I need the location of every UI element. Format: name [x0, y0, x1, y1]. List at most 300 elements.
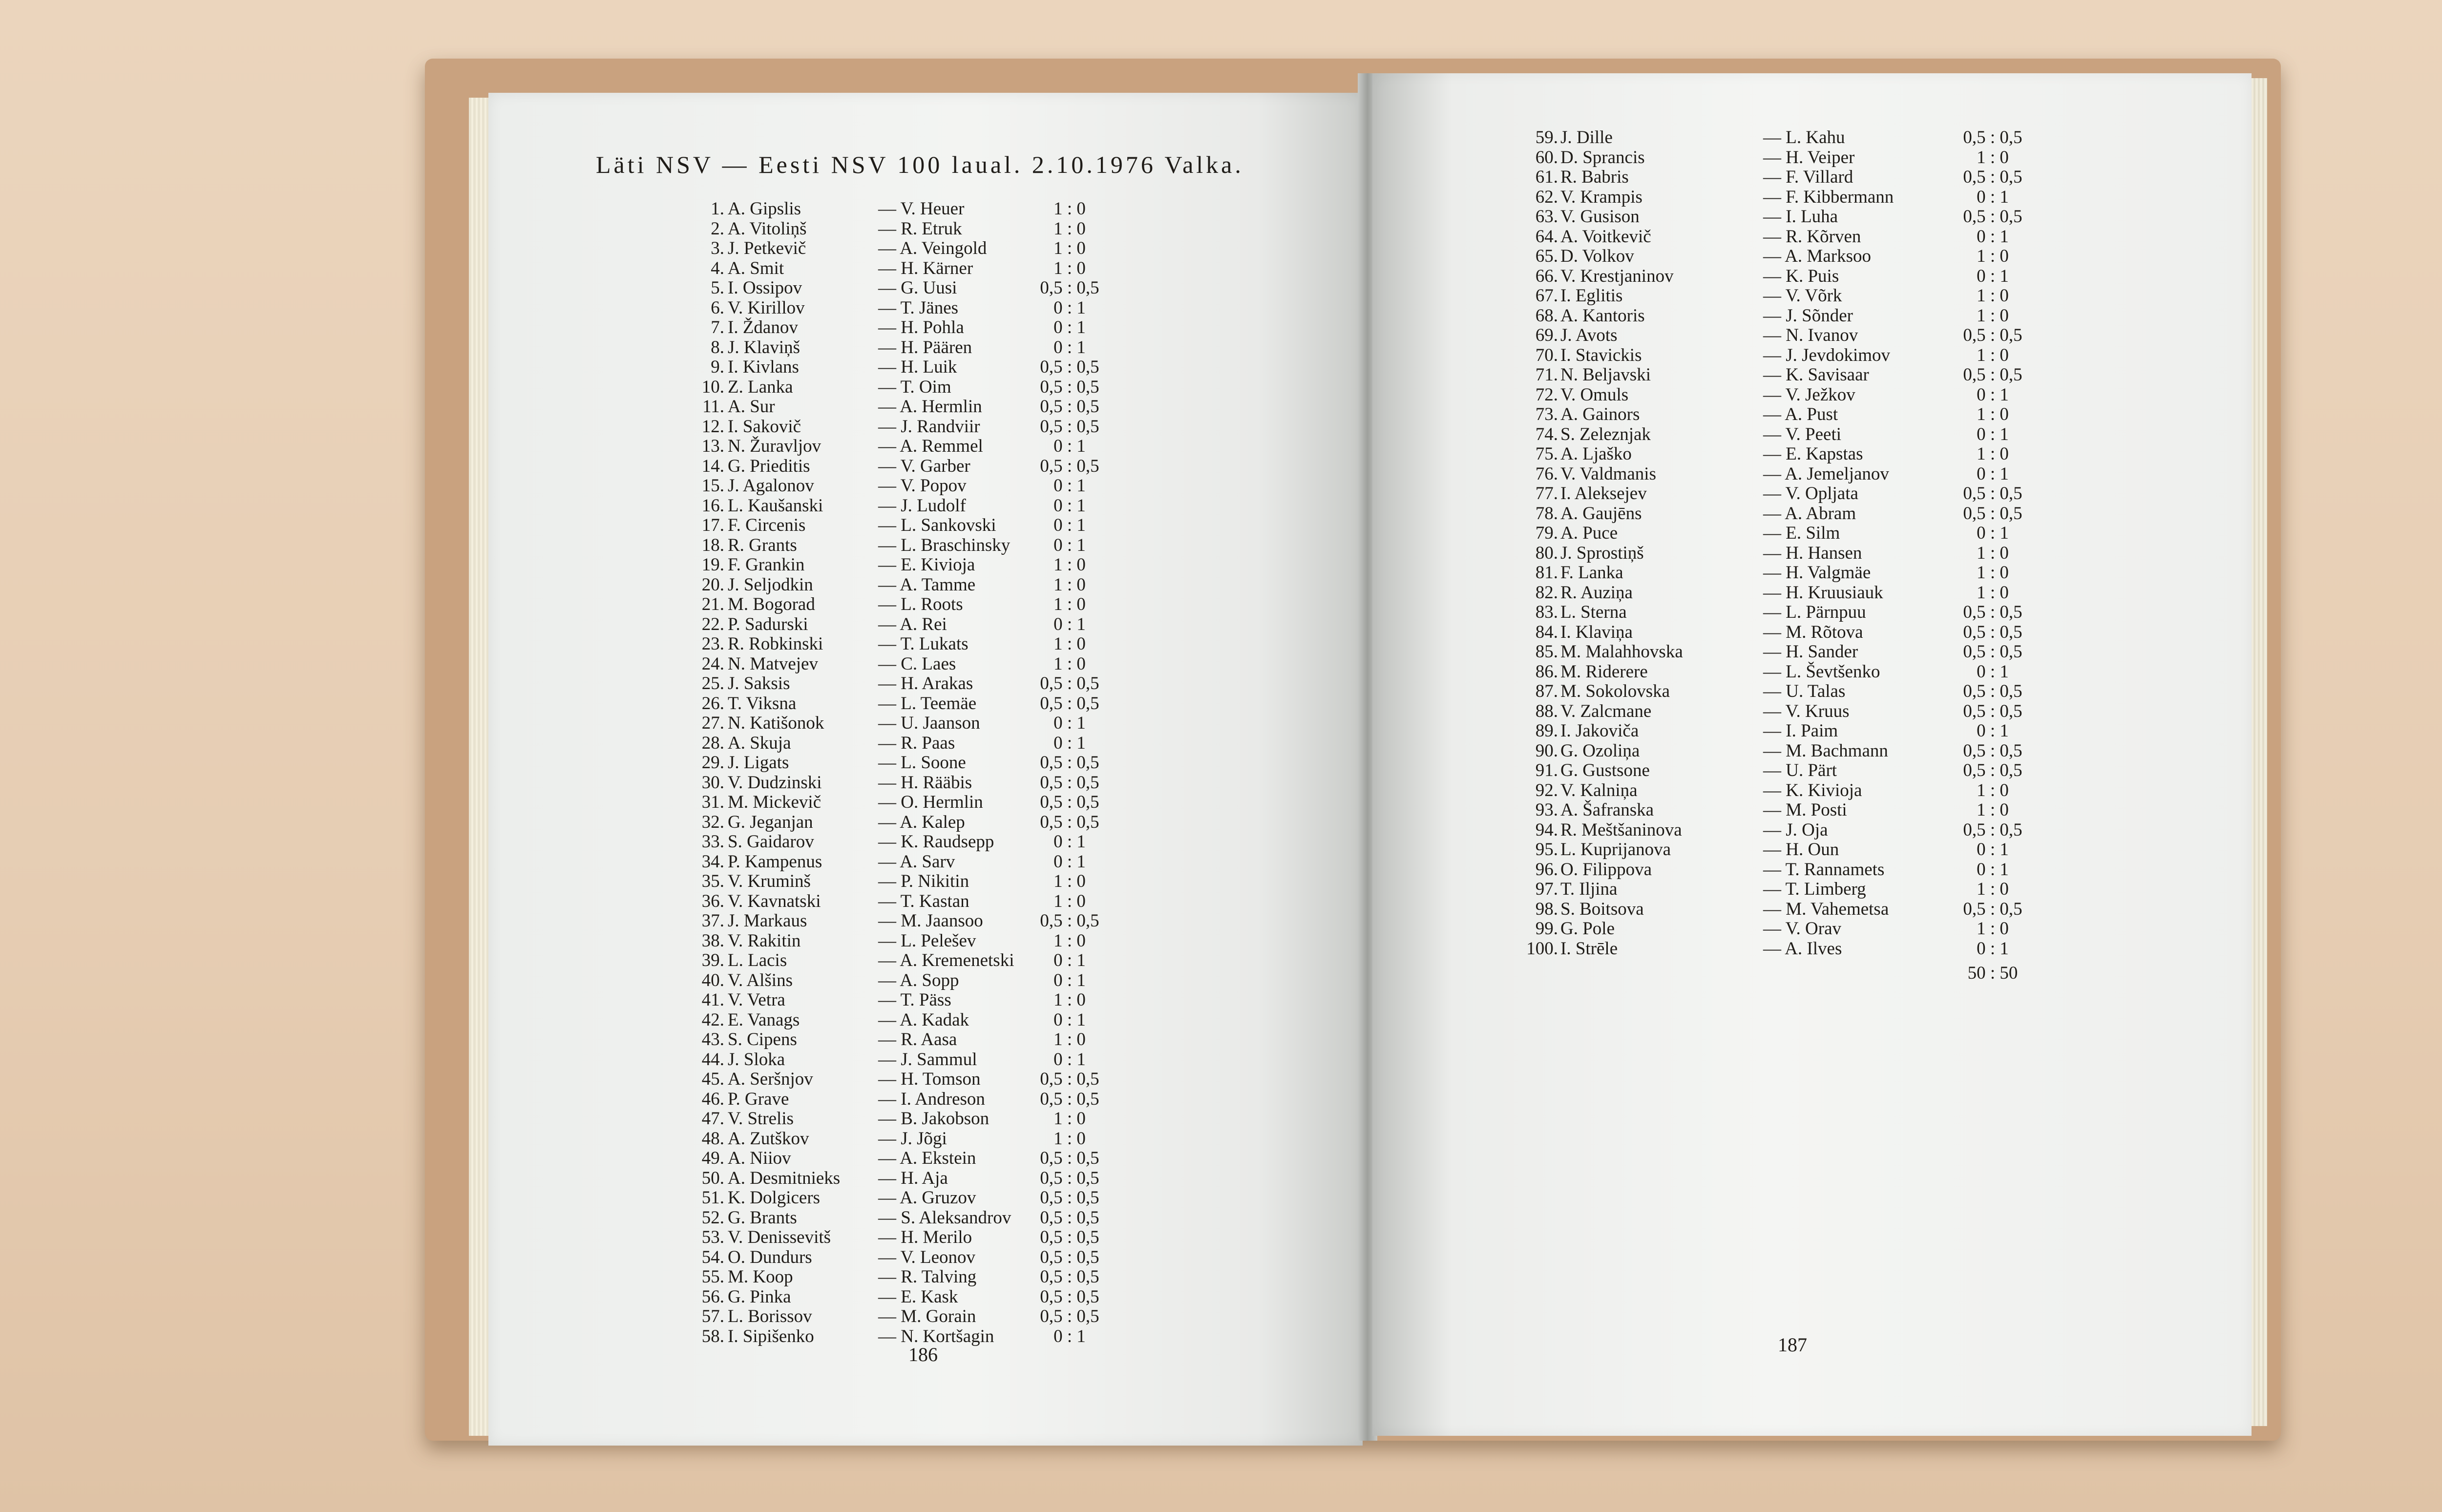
latvian-player: J. Sprostiņš [1560, 543, 1644, 563]
estonian-player: — A. Tamme [878, 574, 976, 595]
game-row [488, 1188, 1363, 1208]
latvian-player: I. Sakovič [728, 416, 801, 437]
game-result: 0 : 1 [1053, 436, 1086, 456]
latvian-player: M. Sokolovska [1560, 681, 1670, 701]
game-row [488, 1090, 1363, 1110]
game-result: 0,5 : 0,5 [1040, 1306, 1099, 1326]
board-number: 89. [1535, 721, 1558, 741]
board-number: 90. [1535, 740, 1558, 761]
board-number: 70. [1535, 345, 1558, 365]
estonian-player: — A. Abram [1763, 503, 1856, 524]
estonian-player: — A. Marksoo [1763, 246, 1871, 266]
estonian-player: — K. Kivioja [1763, 780, 1862, 800]
game-row [1372, 444, 2252, 464]
game-row [488, 298, 1363, 318]
latvian-player: N. Žuravljov [728, 436, 821, 456]
game-result: 0,5 : 0,5 [1040, 1247, 1099, 1267]
latvian-player: I. Kivlans [728, 357, 799, 377]
game-result: 0,5 : 0,5 [1040, 911, 1099, 931]
board-number: 65. [1535, 246, 1558, 266]
game-result: 0,5 : 0,5 [1040, 278, 1099, 298]
estonian-player: — H. Hansen [1763, 543, 1862, 563]
estonian-player: — L. Ševtšenko [1763, 661, 1880, 682]
estonian-player: — A. Kalep [878, 812, 965, 832]
latvian-player: D. Volkov [1560, 246, 1634, 266]
board-number: 74. [1535, 424, 1558, 444]
latvian-player: A. Vitoliņš [728, 218, 807, 239]
estonian-player: — A. Veingold [878, 238, 987, 258]
estonian-player: — H. Sander [1763, 642, 1858, 662]
latvian-player: G. Gustsone [1560, 760, 1650, 780]
latvian-player: N. Katišonok [728, 713, 824, 733]
board-number: 18. [701, 535, 724, 555]
game-row [488, 1248, 1363, 1268]
board-number: 41. [701, 990, 724, 1010]
game-result: 0 : 1 [1977, 721, 2009, 741]
board-number: 16. [701, 495, 724, 516]
latvian-player: L. Kuprijanova [1560, 840, 1671, 860]
board-number: 6. [711, 297, 724, 318]
game-row [488, 278, 1363, 298]
board-number: 29. [701, 753, 724, 773]
latvian-player: A. Ljaško [1560, 444, 1632, 464]
latvian-player: N. Matvejev [728, 653, 818, 674]
latvian-player: G. Ozoliņa [1560, 740, 1640, 761]
game-result: 1 : 0 [1053, 199, 1086, 219]
board-number: 53. [701, 1227, 724, 1247]
latvian-player: V. Kirillov [728, 297, 805, 318]
estonian-player: — R. Kõrven [1763, 226, 1861, 247]
game-row [1372, 563, 2252, 583]
game-result: 0,5 : 0,5 [1040, 792, 1099, 812]
game-result: 0 : 1 [1053, 851, 1086, 872]
game-result: 0,5 : 0,5 [1963, 483, 2022, 504]
board-number: 56. [701, 1286, 724, 1307]
game-row [488, 476, 1363, 496]
board-number: 1. [711, 199, 724, 219]
game-row [1372, 188, 2252, 208]
board-number: 69. [1535, 325, 1558, 345]
game-row [1372, 662, 2252, 682]
estonian-player: — K. Raudsepp [878, 832, 994, 852]
estonian-player: — B. Jakobson [878, 1109, 989, 1129]
game-result: 1 : 0 [1977, 147, 2009, 168]
estonian-player: — G. Uusi [878, 278, 957, 298]
game-row [1372, 702, 2252, 722]
game-row [488, 338, 1363, 358]
game-row [1372, 346, 2252, 366]
game-result: 0,5 : 0,5 [1040, 357, 1099, 377]
game-result: 0,5 : 0,5 [1040, 416, 1099, 437]
game-result: 0,5 : 0,5 [1963, 622, 2022, 642]
board-number: 98. [1535, 899, 1558, 919]
game-row [1372, 840, 2252, 860]
board-number: 92. [1535, 780, 1558, 800]
estonian-player: — M. Bachmann [1763, 740, 1888, 761]
game-result: 0,5 : 0,5 [1963, 325, 2022, 345]
estonian-player: — H. Aja [878, 1168, 948, 1188]
board-number: 75. [1535, 444, 1558, 464]
game-result: 1 : 0 [1977, 444, 2009, 464]
game-row [488, 536, 1363, 556]
game-row [488, 892, 1363, 912]
latvian-player: I. Ossipov [728, 278, 802, 298]
board-number: 31. [701, 792, 724, 812]
estonian-player: — A. Sarv [878, 851, 955, 872]
game-row [488, 1169, 1363, 1189]
game-result: 0 : 1 [1053, 713, 1086, 733]
board-number: 86. [1535, 661, 1558, 682]
board-number: 8. [711, 337, 724, 357]
game-row [1372, 761, 2252, 781]
board-number: 99. [1535, 919, 1558, 939]
game-row [1372, 939, 2252, 959]
game-row [1372, 623, 2252, 643]
estonian-player: — J. Jõgi [878, 1128, 947, 1149]
game-row [488, 734, 1363, 754]
game-result: 0,5 : 0,5 [1963, 127, 2022, 147]
board-number: 34. [701, 851, 724, 872]
game-result: 1 : 0 [1977, 582, 2009, 603]
latvian-player: L. Lacis [728, 950, 787, 970]
game-result: 0 : 1 [1977, 523, 2009, 543]
board-number: 20. [701, 574, 724, 595]
game-row [1372, 405, 2252, 425]
estonian-player: — J. Sõnder [1763, 305, 1853, 326]
latvian-player: A. Voitkevič [1560, 226, 1651, 247]
board-number: 48. [701, 1128, 724, 1149]
game-row [488, 1010, 1363, 1030]
latvian-player: M. Koop [728, 1267, 793, 1287]
estonian-player: — U. Jaanson [878, 713, 980, 733]
latvian-player: I. Stavickis [1560, 345, 1642, 365]
game-row [488, 219, 1363, 239]
latvian-player: A. Kantoris [1560, 305, 1645, 326]
game-row [488, 357, 1363, 378]
latvian-player: J. Saksis [728, 673, 790, 693]
estonian-player: — J. Ludolf [878, 495, 966, 516]
game-result: 1 : 0 [1977, 800, 2009, 820]
game-row [488, 931, 1363, 951]
game-result: 1 : 0 [1977, 543, 2009, 563]
latvian-player: S. Boitsova [1560, 899, 1644, 919]
results-list-left [488, 199, 1363, 1346]
game-result: 0 : 1 [1053, 1009, 1086, 1030]
game-result: 0,5 : 0,5 [1963, 365, 2022, 385]
latvian-player: J. Ligats [728, 753, 789, 773]
latvian-player: A. Skuja [728, 733, 791, 753]
game-result: 0 : 1 [1977, 463, 2009, 484]
game-row [488, 496, 1363, 516]
latvian-player: E. Vanags [728, 1009, 800, 1030]
game-row [1372, 148, 2252, 168]
board-number: 10. [701, 377, 724, 397]
game-result: 0,5 : 0,5 [1040, 1267, 1099, 1287]
game-row [488, 378, 1363, 398]
latvian-player: V. Valdmanis [1560, 463, 1656, 484]
board-number: 27. [701, 713, 724, 733]
board-number: 77. [1535, 483, 1558, 504]
estonian-player: — P. Nikitin [878, 871, 969, 891]
latvian-player: I. Klaviņa [1560, 622, 1633, 642]
estonian-player: — A. Gruzov [878, 1188, 976, 1208]
estonian-player: — H. Kruusiauk [1763, 582, 1883, 603]
game-result: 0,5 : 0,5 [1963, 899, 2022, 919]
game-row [1372, 741, 2252, 761]
latvian-player: P. Sadurski [728, 614, 808, 634]
board-number: 11. [702, 397, 724, 417]
game-result: 0,5 : 0,5 [1040, 772, 1099, 793]
estonian-player: — A. Ilves [1763, 938, 1842, 959]
game-result: 0 : 1 [1053, 832, 1086, 852]
board-number: 14. [701, 456, 724, 476]
game-row [1372, 800, 2252, 820]
game-result: 0,5 : 0,5 [1040, 673, 1099, 693]
game-result: 1 : 0 [1053, 990, 1086, 1010]
board-number: 97. [1535, 879, 1558, 899]
estonian-player: — I. Andreson [878, 1089, 985, 1109]
latvian-player: F. Lanka [1560, 563, 1623, 583]
board-number: 2. [711, 218, 724, 239]
board-number: 83. [1535, 602, 1558, 622]
estonian-player: — I. Luha [1763, 207, 1838, 227]
board-number: 45. [701, 1069, 724, 1089]
estonian-player: — H. Arakas [878, 673, 973, 693]
game-result: 1 : 0 [1053, 1109, 1086, 1129]
estonian-player: — H. Tomson [878, 1069, 981, 1089]
latvian-player: V. Gusison [1560, 207, 1640, 227]
estonian-player: — N. Kortšagin [878, 1326, 994, 1346]
page-number-right: 187 [1778, 1334, 1807, 1356]
game-row [1372, 919, 2252, 939]
latvian-player: A. Šafranska [1560, 800, 1654, 820]
latvian-player: R. Robkinski [728, 634, 823, 654]
estonian-player: — V. Opljata [1763, 483, 1858, 504]
game-row [1372, 642, 2252, 662]
estonian-player: — L. Sankovski [878, 515, 996, 535]
estonian-player: — T. Päss [878, 990, 951, 1010]
latvian-player: V. Rakitin [728, 930, 801, 951]
game-row [488, 1149, 1363, 1169]
estonian-player: — O. Hermlin [878, 792, 983, 812]
latvian-player: V. Kavnatski [728, 891, 821, 911]
game-result: 1 : 0 [1977, 404, 2009, 424]
latvian-player: M. Riderere [1560, 661, 1648, 682]
estonian-player: — E. Kapstas [1763, 444, 1863, 464]
board-number: 17. [701, 515, 724, 535]
latvian-player: I. Aleksejev [1560, 483, 1647, 504]
game-result: 0 : 1 [1977, 661, 2009, 682]
estonian-player: — L. Soone [878, 753, 966, 773]
game-result: 0 : 1 [1053, 476, 1086, 496]
latvian-player: V. Kalniņa [1560, 780, 1638, 800]
game-result: 1 : 0 [1053, 238, 1086, 258]
board-number: 42. [701, 1009, 724, 1030]
game-result: 0,5 : 0,5 [1963, 819, 2022, 840]
game-row [488, 872, 1363, 892]
game-row [488, 1129, 1363, 1149]
estonian-player: — J. Randviir [878, 416, 980, 437]
estonian-player: — V. Heuer [878, 199, 965, 219]
game-result: 0 : 1 [1053, 535, 1086, 555]
latvian-player: V. Omuls [1560, 384, 1629, 405]
latvian-player: L. Borissov [728, 1306, 812, 1326]
game-row [488, 1109, 1363, 1129]
latvian-player: J. Markaus [728, 911, 807, 931]
latvian-player: N. Beljavski [1560, 365, 1651, 385]
estonian-player: — M. Vahemetsa [1763, 899, 1889, 919]
latvian-player: G. Pinka [728, 1286, 791, 1307]
game-row [1372, 524, 2252, 544]
game-result: 0 : 1 [1053, 317, 1086, 337]
latvian-player: V. Zalcmane [1560, 701, 1652, 721]
latvian-player: T. Viksna [728, 693, 797, 714]
estonian-player: — E. Kask [878, 1286, 958, 1307]
board-number: 87. [1535, 681, 1558, 701]
board-number: 46. [701, 1089, 724, 1109]
estonian-player: — I. Paim [1763, 721, 1838, 741]
game-result: 1 : 0 [1977, 305, 2009, 326]
game-row [488, 615, 1363, 635]
game-result: 0,5 : 0,5 [1040, 1207, 1099, 1228]
game-result: 1 : 0 [1053, 1128, 1086, 1149]
estonian-player: — L. Pärnpuu [1763, 602, 1866, 622]
board-number: 61. [1535, 167, 1558, 187]
latvian-player: L. Kaušanski [728, 495, 823, 516]
board-number: 76. [1535, 463, 1558, 484]
latvian-player: V. Dudzinski [728, 772, 822, 793]
estonian-player: — A. Ekstein [878, 1148, 976, 1168]
game-row [488, 1228, 1363, 1248]
game-row [488, 793, 1363, 813]
estonian-player: — H. Oun [1763, 840, 1839, 860]
latvian-player: A. Gaujēns [1560, 503, 1642, 524]
game-row [488, 990, 1363, 1010]
game-row [488, 753, 1363, 773]
game-result: 1 : 0 [1053, 930, 1086, 951]
game-result: 0 : 1 [1053, 495, 1086, 516]
board-number: 19. [701, 555, 724, 575]
board-number: 93. [1535, 800, 1558, 820]
estonian-player: — S. Aleksandrov [878, 1207, 1011, 1228]
game-result: 1 : 0 [1053, 218, 1086, 239]
game-result: 0 : 1 [1977, 859, 2009, 880]
estonian-player: — R. Paas [878, 733, 955, 753]
estonian-player: — J. Sammul [878, 1049, 977, 1070]
latvian-player: S. Zeleznjak [1560, 424, 1651, 444]
estonian-player: — L. Braschinsky [878, 535, 1010, 555]
board-number: 55. [701, 1267, 724, 1287]
board-number: 78. [1535, 503, 1558, 524]
board-number: 47. [701, 1109, 724, 1129]
board-number: 81. [1535, 563, 1558, 583]
game-result: 0 : 1 [1977, 266, 2009, 286]
board-number: 25. [701, 673, 724, 693]
game-result: 1 : 0 [1977, 345, 2009, 365]
game-result: 1 : 0 [1977, 879, 2009, 899]
latvian-player: F. Grankin [728, 555, 805, 575]
board-number: 68. [1535, 305, 1558, 326]
estonian-player: — V. Kruus [1763, 701, 1850, 721]
game-result: 0 : 1 [1053, 297, 1086, 318]
game-result: 0,5 : 0,5 [1040, 1069, 1099, 1089]
game-row [488, 239, 1363, 259]
board-number: 23. [701, 634, 724, 654]
latvian-player: V. Denissevitš [728, 1227, 831, 1247]
estonian-player: — L. Roots [878, 594, 963, 614]
latvian-player: V. Strelis [728, 1109, 794, 1129]
board-number: 37. [701, 911, 724, 931]
match-total: 50 : 50 [1967, 963, 2018, 983]
game-row [488, 971, 1363, 991]
latvian-player: O. Filippova [1560, 859, 1652, 880]
board-number: 4. [711, 258, 724, 278]
estonian-player: — A. Remmel [878, 436, 983, 456]
board-number: 15. [701, 476, 724, 496]
game-result: 0,5 : 0,5 [1040, 1089, 1099, 1109]
game-result: 0 : 1 [1977, 840, 2009, 860]
game-result: 1 : 0 [1977, 246, 2009, 266]
game-result: 1 : 0 [1977, 286, 2009, 306]
estonian-player: — V. Garber [878, 456, 970, 476]
game-result: 0 : 1 [1977, 938, 2009, 959]
game-result: 0,5 : 0,5 [1963, 602, 2022, 622]
board-number: 32. [701, 812, 724, 832]
game-result: 0,5 : 0,5 [1040, 456, 1099, 476]
game-result: 1 : 0 [1053, 574, 1086, 595]
game-row [1372, 326, 2252, 346]
game-result: 1 : 0 [1053, 634, 1086, 654]
estonian-player: — H. Luik [878, 357, 957, 377]
board-number: 7. [711, 317, 724, 337]
estonian-player: — E. Silm [1763, 523, 1840, 543]
estonian-player: — V. Popov [878, 476, 967, 496]
estonian-player: — K. Savisaar [1763, 365, 1869, 385]
board-number: 9. [711, 357, 724, 377]
latvian-player: O. Dundurs [728, 1247, 812, 1267]
board-number: 73. [1535, 404, 1558, 424]
board-number: 58. [701, 1326, 724, 1346]
board-number: 72. [1535, 384, 1558, 405]
board-number: 67. [1535, 286, 1558, 306]
latvian-player: V. Krestjaninov [1560, 266, 1674, 286]
latvian-player: J. Petkevič [728, 238, 806, 258]
game-row [1372, 267, 2252, 287]
estonian-player: — J. Jevdokimov [1763, 345, 1891, 365]
estonian-player: — C. Laes [878, 653, 956, 674]
estonian-player: — H. Veiper [1763, 147, 1855, 168]
latvian-player: G. Pole [1560, 919, 1615, 939]
board-number: 82. [1535, 582, 1558, 603]
estonian-player: — H. Päären [878, 337, 972, 357]
game-row [1372, 464, 2252, 484]
game-result: 0,5 : 0,5 [1040, 1227, 1099, 1247]
board-number: 30. [701, 772, 724, 793]
game-row [488, 457, 1363, 477]
board-number: 100. [1526, 938, 1558, 959]
latvian-player: A. Desmitnieks [728, 1168, 841, 1188]
estonian-player: — M. Posti [1763, 800, 1847, 820]
game-result: 0 : 1 [1053, 733, 1086, 753]
game-row [1372, 603, 2252, 623]
board-number: 49. [701, 1148, 724, 1168]
game-row [1372, 207, 2252, 227]
game-result: 1 : 0 [1053, 258, 1086, 278]
latvian-player: M. Malahhovska [1560, 642, 1683, 662]
estonian-player: — L. Teemäe [878, 693, 977, 714]
board-number: 80. [1535, 543, 1558, 563]
game-row [1372, 365, 2252, 385]
